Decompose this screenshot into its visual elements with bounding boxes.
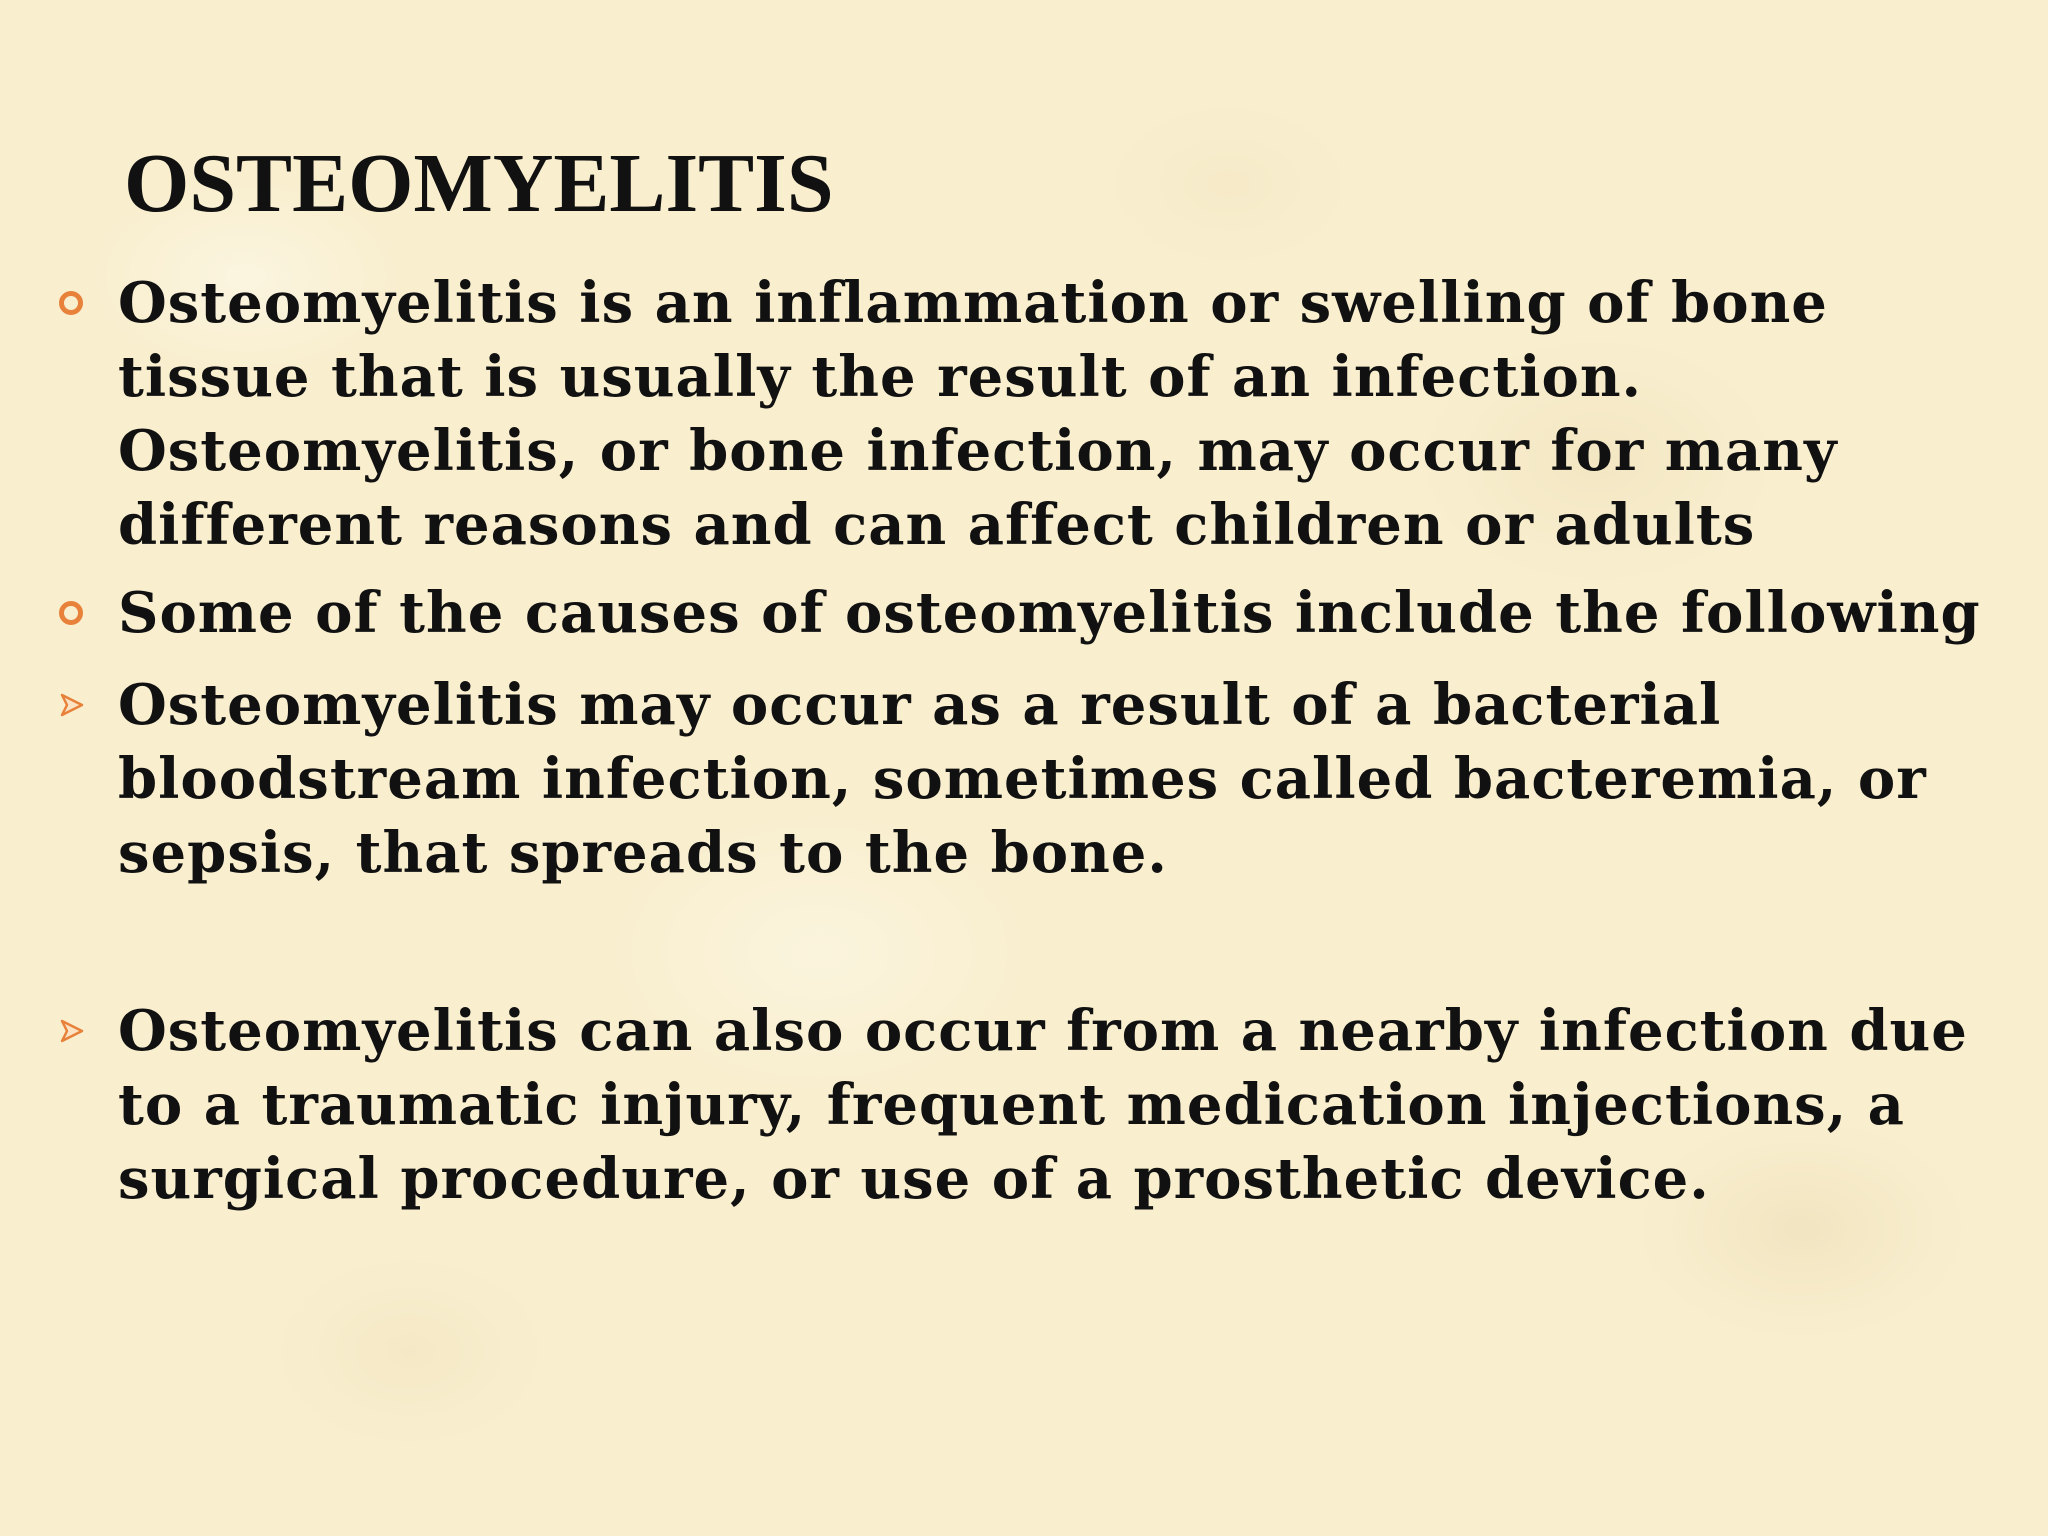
bullet-item — [56, 576, 2006, 650]
bullet-item — [56, 266, 2006, 562]
bullet-item — [56, 994, 2006, 1216]
bullet-item — [56, 668, 2006, 890]
slide-title: OSTEOMYELITIS — [124, 137, 834, 230]
bullet-text: Some of the causes of osteomyelitis include the following — [118, 580, 1981, 646]
circle-bullet-icon — [58, 290, 84, 316]
bullet-text: Osteomyelitis can also occur from a nearby infection due to a traumatic injury, frequent medication injections, a surgical procedure, or use of a prosthetic device. — [118, 998, 1968, 1212]
arrow-bullet-icon — [58, 692, 84, 718]
bullet-list — [56, 266, 2006, 1216]
bullet-text: Osteomyelitis is an inflammation or swelling of bone tissue that is usually the result of an infection. Osteomyelitis, or bone infection, may occur for many different reasons and can affect children or adults — [118, 270, 1838, 558]
arrow-bullet-icon — [58, 1018, 84, 1044]
bullet-text: Osteomyelitis may occur as a result of a bacterial bloodstream infection, sometimes called bacteremia, or sepsis, that spreads to the bone. — [118, 672, 1927, 886]
circle-bullet-icon — [58, 600, 84, 626]
